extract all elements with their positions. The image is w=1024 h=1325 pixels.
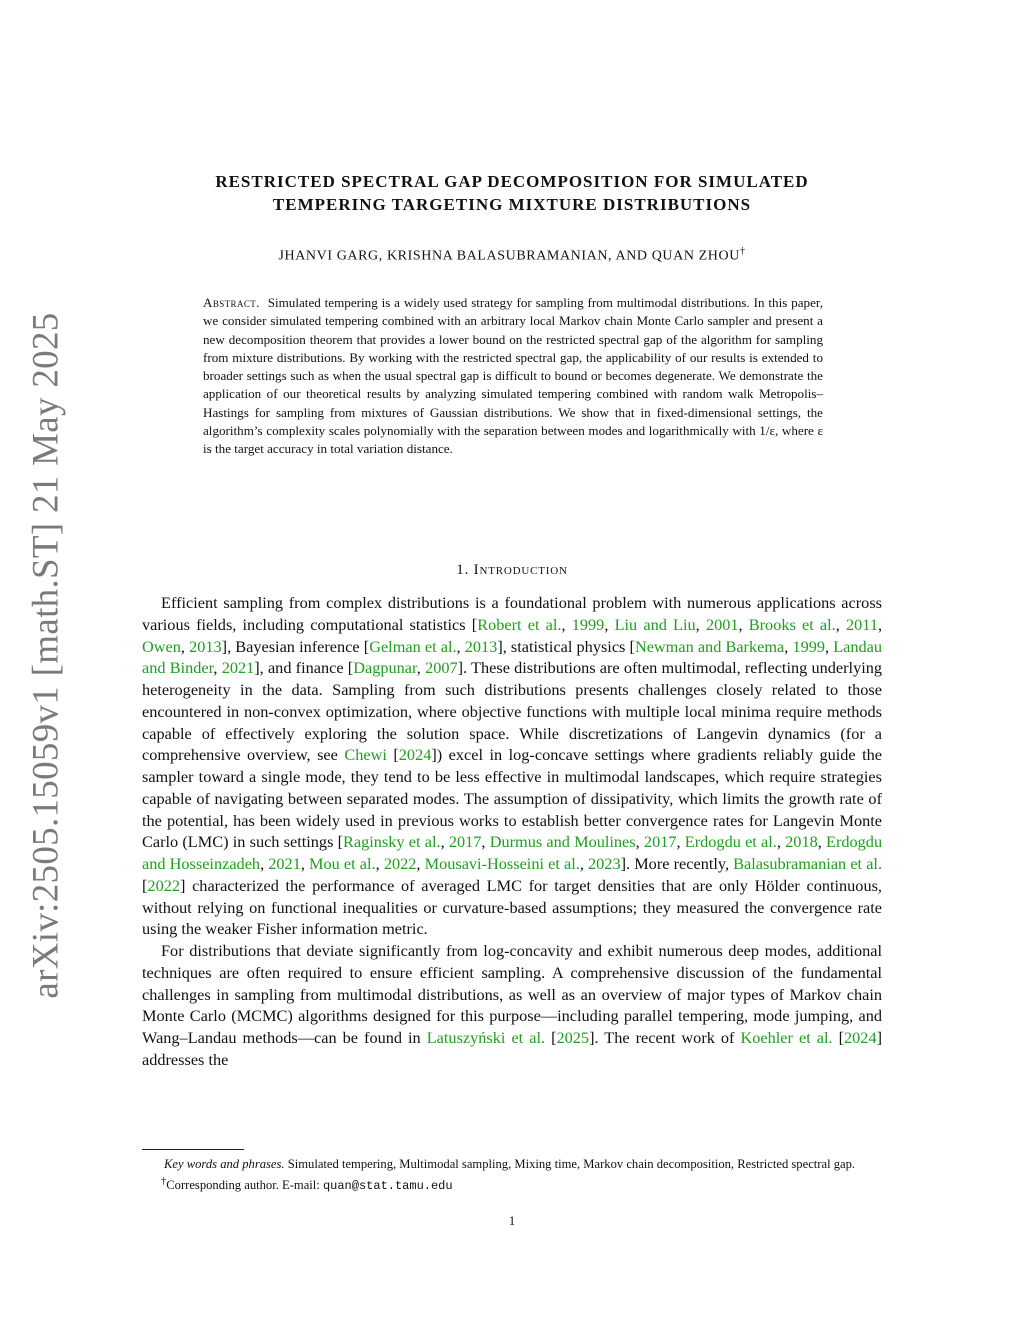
arxiv-identifier-stamp [18, 311, 74, 999]
section-heading-introduction: 1. Introduction [456, 562, 568, 578]
corresponding-mark: † [161, 1176, 167, 1188]
citation-link[interactable]: 1999 [571, 614, 605, 634]
citation-link[interactable]: Liu and Liu [614, 614, 696, 634]
citation-link[interactable]: 2023 [588, 854, 621, 873]
citation-link[interactable]: Mou et al. [309, 854, 376, 873]
citation-link[interactable]: Owen [142, 636, 181, 656]
keywords-label: Key words and phrases. [164, 1157, 285, 1171]
footnotes [142, 1155, 882, 1196]
title-line-1: RESTRICTED SPECTRAL GAP DECOMPOSITION FOR SIMULATED [215, 172, 809, 191]
footnote-rule [142, 1149, 244, 1150]
paper-title [140, 170, 884, 216]
citation-link[interactable]: Raginsky et al. [343, 832, 441, 852]
citation-link[interactable]: Durmus and Moulines [489, 832, 636, 852]
paragraph-1: Efficient sampling from complex distributions is a foundational problem with numerous applications across various fields, including computational statistics [Robert et al., 1999, Liu and Liu, 2001, Brooks et al., 2011, Owen, 2013], Bayesian inference [Gelman et al., 2013], statistical physics [Newman and Barkema, 1999, Landau and Binder, 2021], and finance [Dagpunar, 2007]. These distributions are often multimodal, reflecting underlying heterogeneity in the data. Sampling from such distributions presents challenges closely related to those encountered in non-convex optimization, where objective functions with multiple local minima require methods capable of effectively exploring the solution space. While discretizations of Langevin dynamics (for a comprehensive overview, see Chewi [2024]) excel in log-concave settings where gradients reliably guide the sampler toward a single mode, they tend to be less effective in multimodal landscapes, which require strategies capable of navigating between separated modes. The assumption of dissipativity, which limits the growth rate of the potential, has been widely used in previous works to establish better convergence rates for Langevin Monte Carlo (LMC) in such settings [Raginsky et al., 2017, Durmus and Moulines, 2017, Erdogdu et al., 2018, Erdogdu and Hosseinzadeh, 2021, Mou et al., 2022, Mousavi-Hosseini et al., 2023]. More recently, Balasubramanian et al. [2022] characterized the performance of averaged LMC for target densities that are only Hölder continuous, without relying on functional inequalities or curvature-based assumptions; they measured the convergence rate using the weaker Fisher information metric. [142, 593, 883, 939]
citation-link[interactable]: 2007 [425, 658, 458, 678]
author-list [140, 246, 884, 265]
citation-link[interactable]: Landau and Binder [142, 636, 883, 678]
citation-link[interactable]: 2013 [464, 636, 498, 656]
citation-link[interactable]: 2022 [383, 854, 417, 873]
citation-link[interactable]: Dagpunar [353, 658, 417, 678]
email-link[interactable]: quan@stat.tamu.edu [322, 1179, 453, 1194]
citation-link[interactable]: Mousavi-Hosseini et al. [424, 854, 580, 873]
citation-link[interactable]: 1999 [792, 636, 825, 656]
abstract [203, 294, 823, 459]
citation-link[interactable]: Brooks et al. [748, 614, 836, 634]
citation-link[interactable]: 2018 [785, 832, 818, 852]
citation-link[interactable]: Newman and Barkema [634, 636, 785, 656]
citation-link[interactable]: Erdogdu et al. [684, 832, 777, 852]
paragraph-2: For distributions that deviate significantly from log-concavity and exhibit numerous deep modes, additional techniques are often required to ensure efficient sampling. A comprehensive discussion of the fundamental challenges in sampling from multimodal distributions, as well as an overview of major types of Markov chain Monte Carlo (MCMC) algorithms designed for this purpose—including parallel tempering, mode jumping, and Wang–Landau methods—can be found in Latuszyński et al. [2025]. The recent work of Koehler et al. [2024] addresses the [142, 941, 882, 1069]
citation-link[interactable]: 2025 [556, 1028, 590, 1047]
citation-link[interactable]: 2021 [268, 854, 301, 873]
citation-link[interactable]: 2001 [705, 614, 739, 634]
citation-link[interactable]: Chewi [344, 745, 387, 765]
citation-link[interactable]: 2024 [398, 745, 432, 765]
citation-link[interactable]: 2017 [448, 832, 482, 852]
keywords-footnote [142, 1155, 882, 1173]
title-line-2: TEMPERING TARGETING MIXTURE DISTRIBUTIONS [272, 195, 752, 214]
citation-link[interactable]: 2017 [643, 832, 677, 852]
citation-link[interactable]: Gelman et al. [369, 636, 457, 656]
abstract-text: Simulated tempering is a widely used strategy for sampling from multimodal distributions. In this paper, we consider simulated tempering combined with an arbitrary local Markov chain Monte Carlo sampler and present a new decomposition theorem that provides a lower bound on the restricted spectral gap of the algorithm for sampling from mixture distributions. By working with the restricted spectral gap, the applicability of our results is extended to broader settings such as when the usual spectral gap is difficult to bound or becomes degenerate. We demonstrate the application of our theoretical results by analyzing simulated tempering combined with random walk Metropolis–Hastings for sampling from mixtures of Gaussian distributions. We show that in fixed-dimensional settings, the algorithm’s complexity scales polynomially with the separation between modes and logarithmically with 1/ε, where ε is the target accuracy in total variation distance. [203, 295, 823, 457]
abstract-label: Abstract. [203, 295, 260, 310]
introduction-body [142, 592, 882, 1071]
citation-link[interactable]: Koehler et al. [740, 1028, 833, 1047]
citation-link[interactable]: 2024 [844, 1028, 877, 1047]
citation-link[interactable]: 2011 [846, 614, 878, 634]
corresponding-label: Corresponding author. E-mail: [166, 1178, 323, 1193]
citation-link[interactable]: Latuszyński et al. [426, 1028, 546, 1047]
corresponding-author-footnote [142, 1173, 882, 1195]
page-number: 1 [508, 1213, 516, 1228]
arxiv-id-text: arXiv:2505.15059v1 [math.ST] 21 May 2025 [25, 311, 67, 999]
citation-link[interactable]: Robert et al. [477, 614, 562, 634]
author-footnote-mark: † [739, 246, 746, 257]
citation-link[interactable]: Balasubramanian et al. [733, 854, 883, 873]
author-names: JHANVI GARG, KRISHNA BALASUBRAMANIAN, AND QUAN ZHOU [278, 248, 740, 264]
keywords-text: Simulated tempering, Multimodal sampling, Mixing time, Markov chain decomposition, Restricted spectral gap. [287, 1157, 856, 1171]
citation-link[interactable]: 2022 [147, 875, 180, 895]
citation-link[interactable]: Erdogdu and Hosseinzadeh [142, 832, 883, 873]
citation-link[interactable]: 2013 [189, 636, 222, 656]
citation-link[interactable]: 2021 [221, 658, 255, 678]
